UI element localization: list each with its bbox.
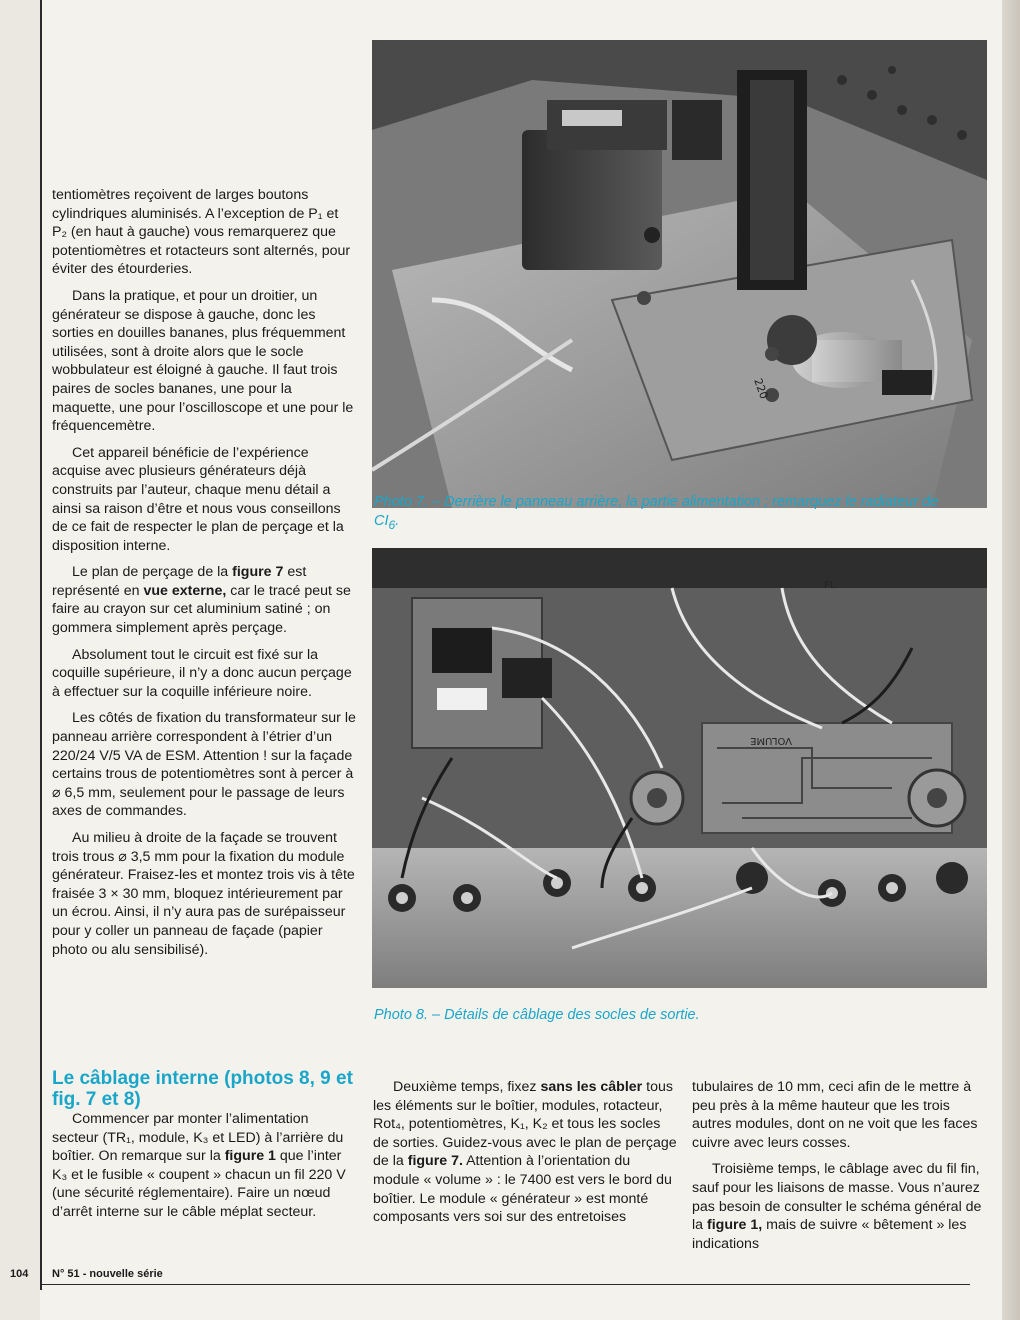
text-column-left-section	[52, 1110, 356, 1230]
text-column-left	[52, 186, 356, 967]
text-run: Le plan de perçage de la	[72, 564, 233, 581]
text-run: Troisième temps, le câblage avec du fil fin, sauf pour les liaisons de masse. Vous n’aurez pas besoin de consulter le schéma général de la	[692, 1161, 982, 1234]
text-run: tous les éléments sur le boîtier, modules, rotacteur, Rot₄, potentiomètres, K₁, K₂ et tous les socles de sorties. Guidez-vous avec le plan de perçage de la	[373, 1079, 677, 1170]
photo-7-image	[372, 40, 987, 508]
paragraph: Cet appareil bénéficie de l’expérience acquise avec plusieurs générateurs déjà construits par l’auteur, chaque menu détail a ainsi sa raison d’être et nous vous conseillons de ce fait de respecter le plan de perçage et la disposition interne.	[52, 444, 344, 554]
photo-8-caption: Photo 8. – Détails de câblage des socles de sortie.	[374, 1007, 700, 1023]
photo-8-board-label-2: FL	[824, 580, 836, 591]
paragraph	[692, 1160, 984, 1253]
margin-rule	[40, 0, 42, 1290]
photo-7-caption-text: Photo 7. – Derrière le panneau arrière, la partie alimentation ; remarquez le radiateur de CI	[374, 494, 939, 529]
emphasis: sans les câbler	[540, 1079, 643, 1095]
text-run: mais de suivre « bêtement » les indications	[692, 1217, 967, 1252]
photo-8-board-label: VOLUME	[750, 735, 792, 746]
photo-8	[372, 548, 987, 988]
front-panel	[372, 848, 987, 988]
photo-7-board-label: 220	[751, 376, 771, 401]
page-margin	[0, 0, 40, 1320]
photo-7-caption-subscript: 6	[388, 517, 396, 532]
paragraph: Au milieu à droite de la façade se trouvent trois trous ⌀ 3,5 mm pour la fixation du module générateur. Fraisez-les et montez trois vis à tête fraisée 3 × 30 mm, bloquez intérieurement par un écrou. Ainsi, il n’y aura pas de surépaisseur pour y coller un panneau de façade (papier photo ou alu sensibilisé).	[52, 830, 355, 958]
text-run: Attention à l’orientation du module « volume » : le 7400 est vers le bord du boîtier. Le module « générateur » est monté composants vers soi sur des entretoises	[373, 1153, 672, 1226]
transformer	[522, 130, 662, 270]
section-heading: Le câblage interne (photos 8, 9 et fig. 7 et 8)	[52, 1068, 353, 1110]
paragraph	[373, 1078, 678, 1227]
text-column-right	[692, 1078, 984, 1261]
paragraph	[52, 1110, 356, 1222]
text-run: est représenté en	[52, 564, 307, 599]
paragraph: tubulaires de 10 mm, ceci afin de le mettre à peu près à la même hauteur que les trois autres modules, dont on ne voit que les faces cuivre avec leurs cosses.	[692, 1079, 978, 1151]
text-run: que l’inter K₃ et le fusible « coupent » chacun un fil 220 V (une sécurité réglementaire). Faire un nœud d’arrêt interne sur le câble méplat secteur.	[52, 1148, 346, 1220]
text-run: Commencer par monter l’alimentation secteur (TR₁, module, K₃ et LED) à l’arrière du boîtier. On remarque sur la	[52, 1111, 344, 1165]
page-edge-right	[1002, 0, 1020, 1320]
figure-reference: figure 7	[232, 564, 284, 581]
paragraph: Dans la pratique, et pour un droitier, un générateur se dispose à gauche, donc les sorties en douilles bananes, plus fréquemment utilisées, sont à droite alors que le socle wobbulateur est éloigné à gauche. Il faut trois paires de socles bananes, une pour la maquette, une pour l’oscilloscope et une pour le fréquencemètre.	[52, 287, 354, 435]
issue-label: N° 51 - nouvelle série	[52, 1268, 163, 1280]
photo-7	[372, 40, 987, 508]
figure-reference: figure 7.	[407, 1153, 463, 1170]
paragraph: tentiomètres reçoivent de larges boutons cylindriques aluminisés. A l’exception de P₁ et P₂ (en haut à gauche) vous remarquerez que potentiomètres et rotacteurs sont alternés, pour éviter des étourderies.	[52, 187, 351, 278]
photo-7-caption	[374, 493, 964, 535]
text-column-middle	[373, 1078, 678, 1235]
photo-8-image	[372, 548, 987, 988]
text-run: car le tracé peut se faire au crayon sur cet aluminium satiné ; on gommera simplement après perçage.	[52, 582, 351, 637]
paragraph	[52, 563, 356, 637]
page-footer	[0, 1264, 1020, 1288]
photo-7-caption-end: .	[395, 513, 400, 529]
paragraph: Absolument tout le circuit est fixé sur la coquille supérieure, il n’y a donc aucun perçage à effectuer sur la coquille inférieure noire.	[52, 646, 352, 700]
figure-reference: figure 1	[224, 1148, 276, 1165]
emphasis: vue externe,	[143, 582, 227, 599]
paragraph: Les côtés de fixation du transformateur sur le panneau arrière correspondent à l’étrier d’un 220/24 V/5 VA de ESM. Attention ! sur la façade certains trous de potentiomètres sont à percer à ⌀ 6,5 mm, seulement pour le passage de leurs axes de commandes.	[52, 710, 356, 820]
page-number: 104	[10, 1268, 29, 1280]
figure-reference: figure 1,	[706, 1217, 763, 1234]
text-run: Deuxième temps, fixez	[393, 1079, 541, 1095]
